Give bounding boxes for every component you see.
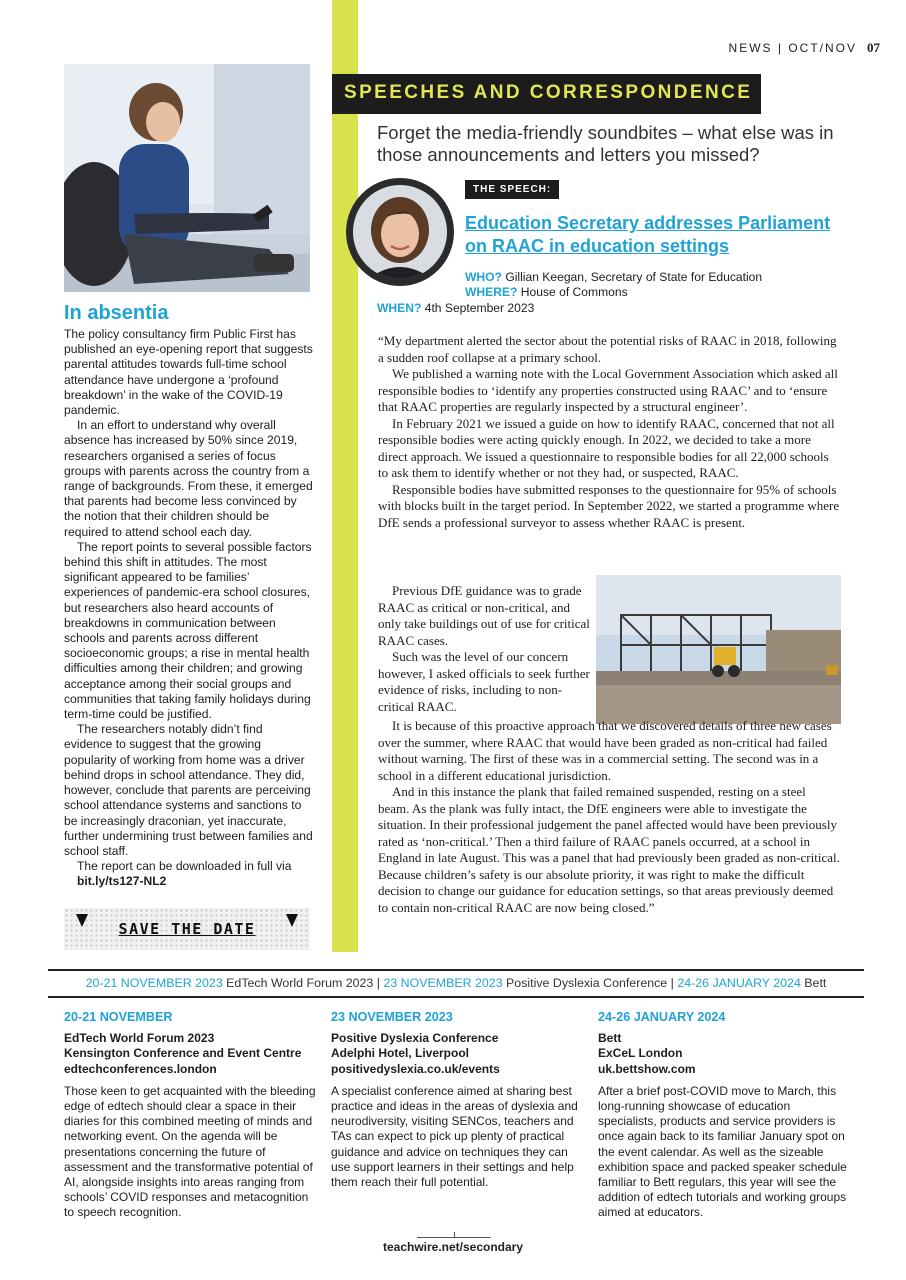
boy-photo-illustration: [64, 64, 310, 292]
section-label: NEWS | OCT/NOV: [728, 41, 857, 55]
event-card: [598, 1010, 850, 1221]
speech-paragraph: Responsible bodies have submitted responses to the questionnaire for 95% of schools with blocks built in the target period. In September 2022, we started a programme where DfE sends a professional surveyor to assess whether RAAC is present.: [378, 481, 840, 530]
speech-body-top: [378, 333, 840, 531]
section-title-band: [332, 74, 761, 114]
event-name: Bett: [598, 1031, 622, 1046]
footer-url-link[interactable]: teachwire.net/secondary: [382, 1240, 524, 1254]
speech-paragraph: We published a warning note with the Local Government Association which asked all responsible bodies to ‘identify any properties constructed using RAAC’ and to ‘ensure that RAAC properties are regularly inspected by a structural engineer’.: [378, 366, 838, 414]
report-link[interactable]: bit.ly/ts127-NL2: [77, 874, 167, 889]
where-label: WHERE?: [465, 285, 518, 299]
boy-photo: [64, 64, 310, 292]
speaker-portrait-illustration: [346, 178, 454, 286]
standfirst: Forget the media-friendly soundbites – what else was in those announcements and letters you missed?: [377, 122, 834, 165]
speech-body-mid: [378, 583, 590, 715]
triangle-marker-icon: [286, 914, 298, 927]
sidebar-heading: In absentia: [64, 302, 169, 324]
save-the-date-banner: [64, 908, 310, 950]
event-website-link[interactable]: edtechconferences.london: [64, 1061, 217, 1076]
strip-date: 20-21 NOVEMBER 2023: [85, 976, 223, 990]
event-venue: Adelphi Hotel, Liverpool: [331, 1046, 470, 1061]
meta-when: [377, 301, 677, 316]
event-venue: ExCeL London: [598, 1046, 683, 1061]
section-title: SPEECHES AND CORRESPONDENCE: [344, 82, 753, 103]
speech-paragraph: Such was the level of our concern however, I asked officials to seek further evidence of risks, including to non-critical RAAC.: [378, 649, 590, 714]
speech-paragraph: Previous DfE guidance was to grade RAAC as critical or non-critical, and only take buildings out of use for critical RAAC cases.: [378, 583, 590, 648]
event-description: A specialist conference aimed at sharing best practice and ideas in the areas of dyslexia and neurodiversity, visiting SENCos, teachers and TAs can expect to pick up plenty of practical guidance and advice on techniques they can use support learners in their settings and help them reach their full potential.: [331, 1083, 578, 1190]
who-value: Gillian Keegan, Secretary of State for Education: [505, 270, 763, 284]
sidebar-body: [64, 327, 314, 890]
event-card: [331, 1010, 583, 1190]
speaker-portrait: [346, 178, 454, 286]
download-text: The report can be downloaded in full via: [77, 859, 292, 874]
speech-paragraph: It is because of this proactive approach that we discovered details of three new cases over the summer, where RAAC that would have been graded as non-critical had failed without warning. The first of these was in a commercial setting. The second was in a school in a different educational jurisdiction.: [378, 718, 832, 783]
event-name: EdTech World Forum 2023: [64, 1031, 215, 1046]
strip-event-name: Bett: [804, 976, 827, 990]
event-name: Positive Dyslexia Conference: [331, 1031, 499, 1046]
divider: [48, 969, 864, 971]
event-date: 24-26 JANUARY 2024: [598, 1010, 726, 1024]
when-label: WHEN?: [377, 301, 422, 315]
event-date: 20-21 NOVEMBER: [64, 1010, 173, 1024]
construction-site-photo: [596, 575, 841, 724]
footer-line: [417, 1237, 491, 1238]
sidebar-paragraph: The policy consultancy firm Public First has published an eye-opening report that suggests parental attitudes towards full-time school attendance have undergone a ‘profound breakdown’ in the wake of the COVID-19 pandemic.: [64, 327, 313, 418]
event-description: After a brief post-COVID move to March, this long-running showcase of education specialists, products and service providers is once again back to its familiar January spot on the event calendar. As well as the sizeable exhibition space and packed speaker schedule familiar to Bett regulars, this year will see the addition of edtech tutorials and working groups aimed at educators.: [598, 1083, 847, 1220]
save-the-date-label: SAVE THE DATE: [118, 920, 256, 938]
strip-date: 23 NOVEMBER 2023: [383, 976, 503, 990]
sidebar-paragraph: The report points to several possible factors behind this shift in attitudes. The most significant appeared to be families’ experiences of pandemic-era school closures, but researchers also heard accounts of breakdowns in communication between schools and parents across different socioeconomic groups; a rise in mental health difficulties among their children; and growing acceptance among their social groups and communities that taking family holidays during term-time could be justified.: [64, 539, 312, 722]
event-venue: Kensington Conference and Event Centre: [64, 1046, 302, 1061]
strip-event-name: EdTech World Forum 2023: [226, 976, 374, 990]
meta-who: [465, 270, 845, 285]
where-value: House of Commons: [520, 285, 628, 299]
strip-event-name: Positive Dyslexia Conference: [506, 976, 668, 990]
divider: [48, 996, 864, 998]
sidebar-paragraph: In an effort to understand why overall absence has increased by 50% since 2019, researchers organised a series of focus groups with parents across the country from a range of backgrounds. From these, it emerged that parents had become less convinced by the notion that their children should be required to attend school each day.: [64, 418, 313, 539]
who-label: WHO?: [465, 270, 502, 284]
event-date: 23 NOVEMBER 2023: [331, 1010, 453, 1024]
speech-paragraph: In February 2021 we issued a guide on how to identify RAAC, concerned that not all responsible bodies were acting quickly enough. In 2022, we decided to take a more direct approach. We issued a questionnaire to responsible bodies for all 22,000 schools to ask them to identify whether or not they had, or suspected, RAAC.: [378, 415, 835, 480]
sidebar-paragraph: The researchers notably didn’t find evidence to suggest that the growing popularity of working from home was a driver behind drops in school attendance. They did, however, conclude that parents are perceiving school attendance systems and sanctions to be increasingly draconian, yet inaccurate, further undermining trust between families and school staff.: [64, 722, 313, 858]
speech-title-link[interactable]: Education Secretary addresses Parliament on RAAC in education settings: [465, 213, 831, 256]
construction-site-illustration: [596, 575, 841, 724]
events-strip: 20-21 NOVEMBER 2023 EdTech World Forum 2023 | 23 NOVEMBER 2023 Positive Dyslexia Conference | 24-26 JANUARY 2024 Bett: [85, 976, 827, 990]
speech-paragraph: And in this instance the plank that failed remained suspended, resting on a steel beam. As the plank was fully intact, the DfE engineers were able to investigate the situation. In their professional judgement the panel affected would have been previously rated as ‘non-critical.’ Then a third failure of RAAC panels occurred, at a school in England in late August. This was a panel that had previously been graded as non-critical. Because children’s safety is our absolute priority, it was right to make the difficult decision to change our guidance for education settings, so that areas previously deemed to contain non-critical RAAC are now being closed.”: [378, 784, 840, 915]
page-header: [640, 40, 880, 56]
speech-body-bottom: [378, 718, 840, 916]
event-description: Those keen to get acquainted with the bleeding edge of edtech should clear a space in their diaries for this combined meeting of minds and networking event. On the agenda will be presentations concerning the future of assessment and the transformative potential of AI, alongside insights into areas ranging from schools’ COVID responses and metacognition to speech recognition.: [64, 1083, 316, 1220]
page-number: 07: [867, 40, 880, 55]
speech-tag: THE SPEECH:: [465, 180, 559, 199]
yellow-stripe: [332, 0, 358, 952]
event-card: [64, 1010, 316, 1221]
meta-where: [465, 285, 845, 300]
event-website-link[interactable]: uk.bettshow.com: [598, 1061, 696, 1076]
strip-date: 24-26 JANUARY 2024: [677, 976, 801, 990]
when-value: 4th September 2023: [424, 301, 535, 315]
speech-paragraph: “My department alerted the sector about the potential risks of RAAC in 2018, following a sudden roof collapse at a primary school.: [378, 333, 837, 365]
sidebar-download: [64, 859, 314, 889]
event-website-link[interactable]: positivedyslexia.co.uk/events: [331, 1061, 500, 1076]
